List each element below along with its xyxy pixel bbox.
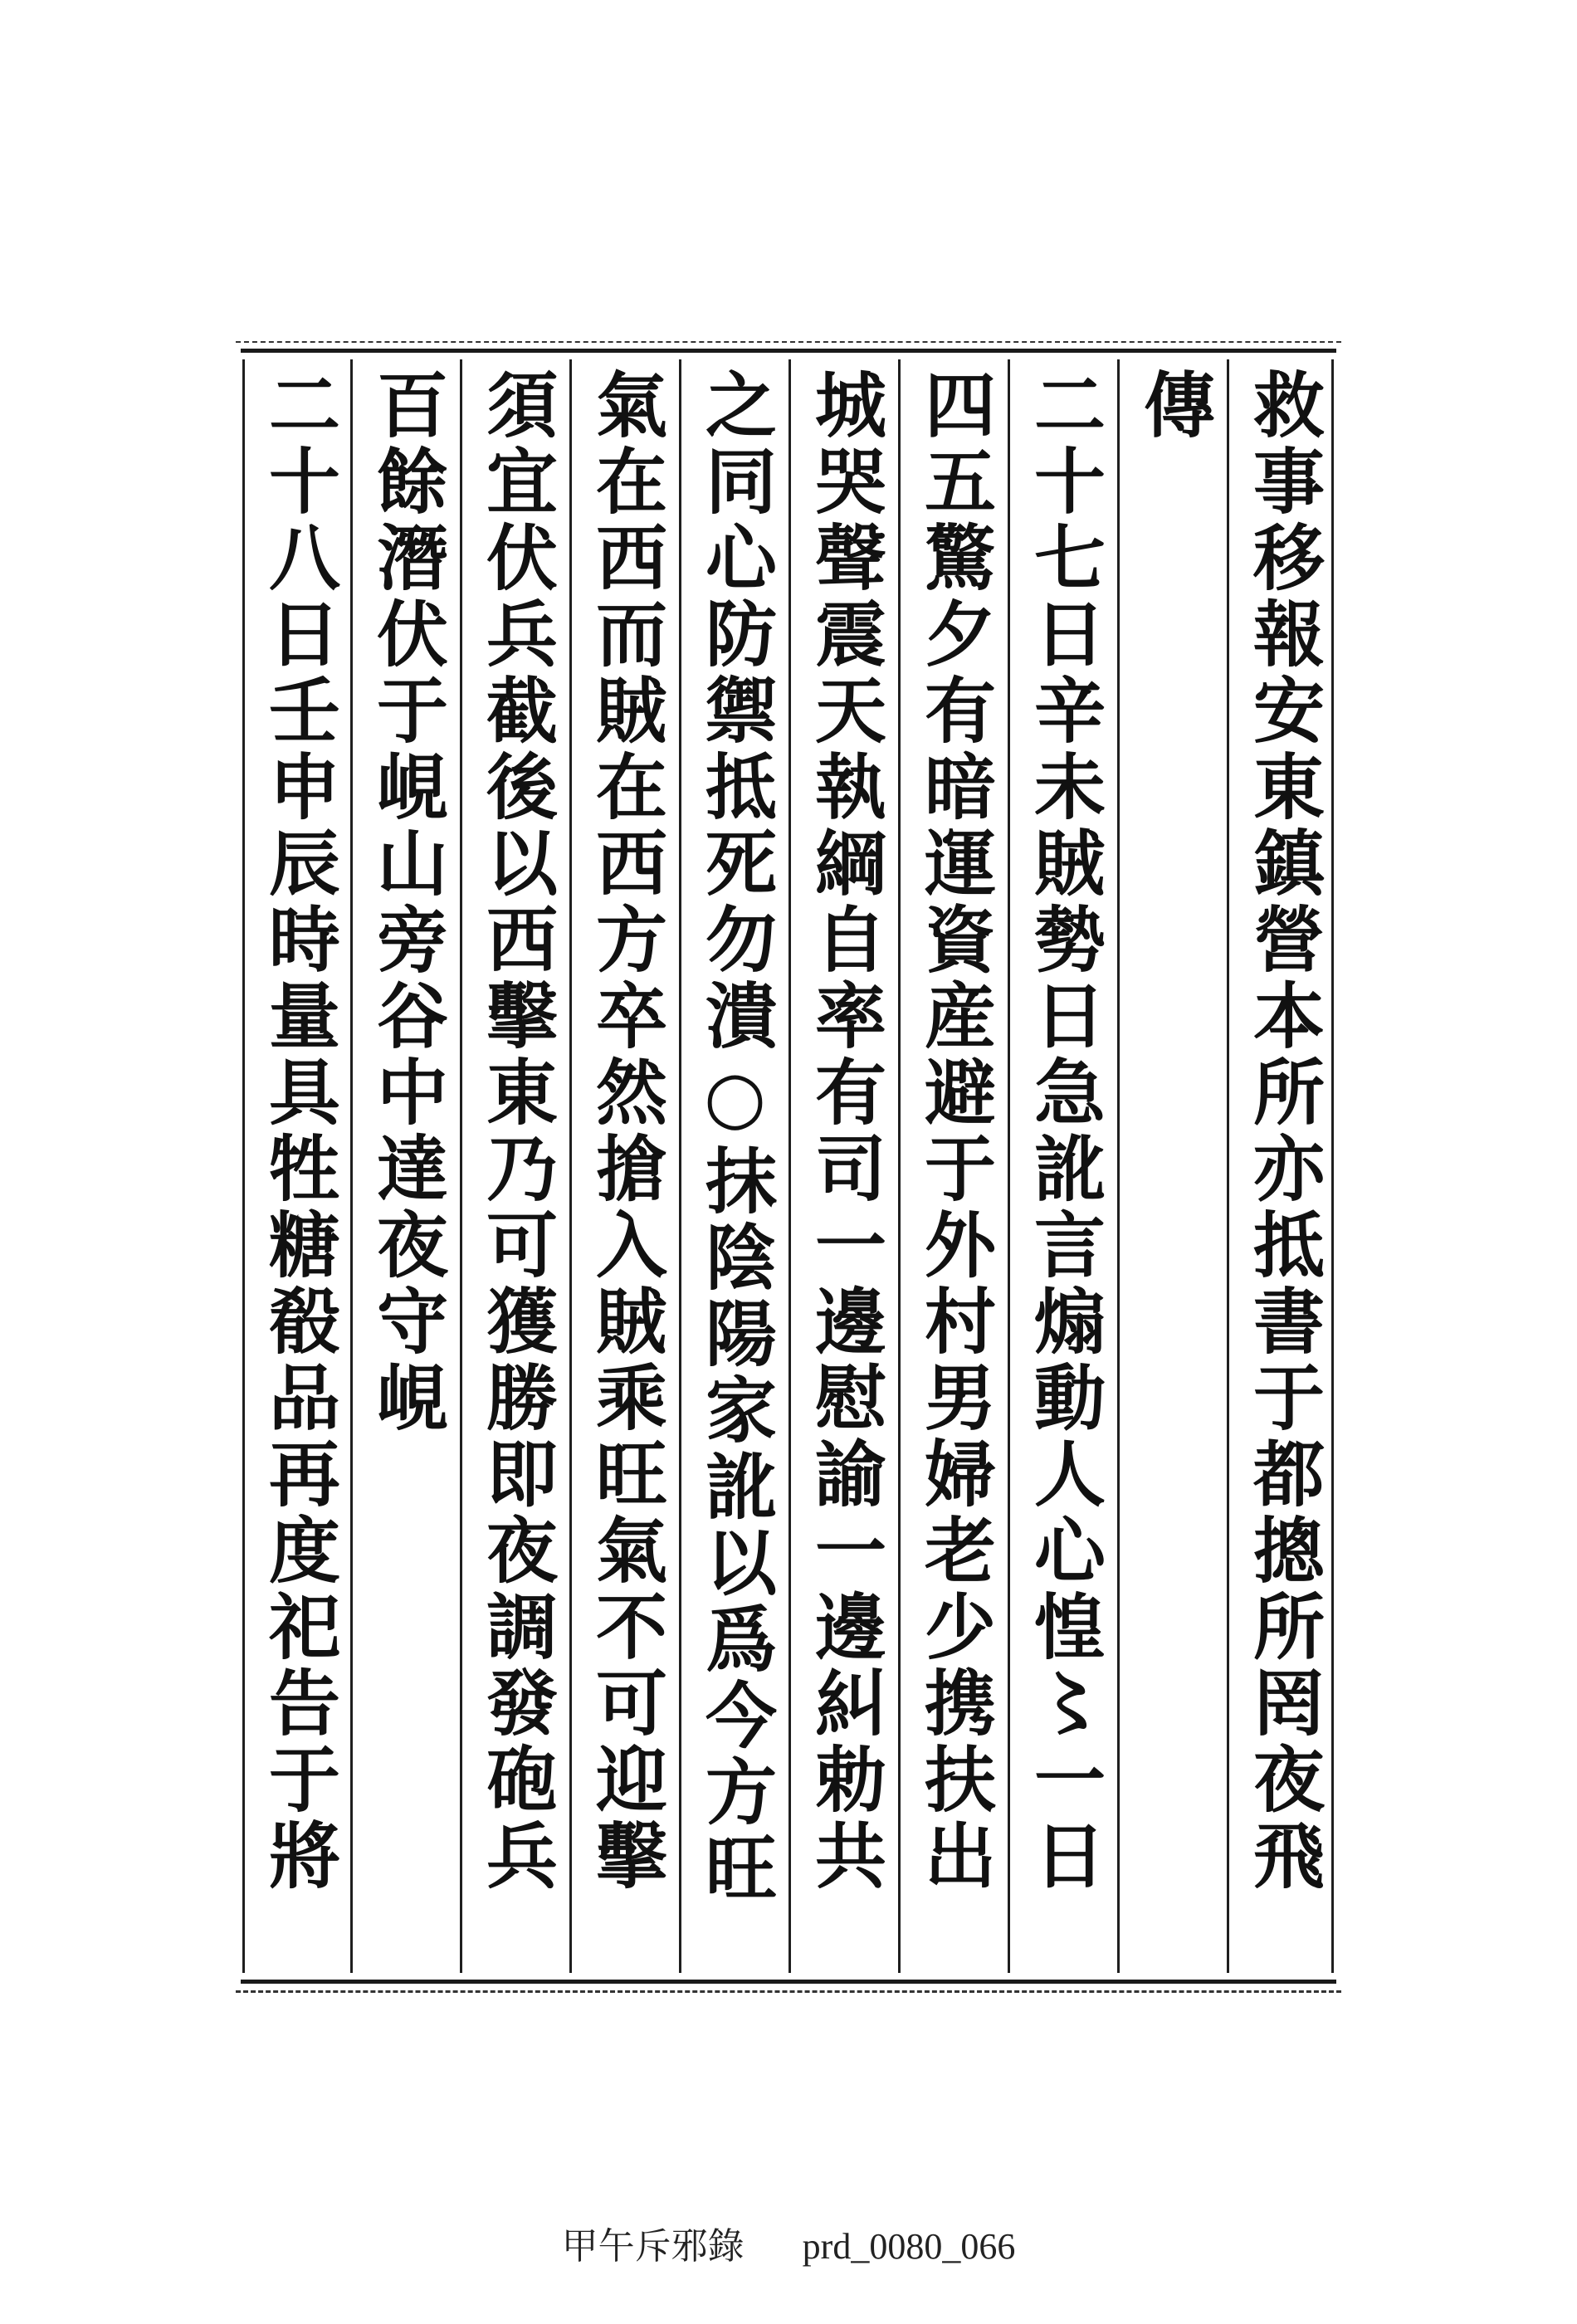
text-column-7: 氣在西而賊在西方卒然搶入賊乘旺氣不可迎擊: [583, 368, 667, 1895]
column-divider: [569, 359, 572, 1973]
text-column-6: 之同心防禦抵死勿潰○抹陰陽家訛以爲今方旺: [693, 368, 777, 1907]
column-divider: [1008, 359, 1010, 1973]
text-block-frame: [241, 349, 1336, 1984]
column-divider: [1117, 359, 1120, 1973]
text-column-4: 四五驚夕有暗運資産避于外村男婦老少携扶出: [912, 368, 996, 1895]
text-column-8: 須宜伏兵截後以西擊東乃可獲勝即夜調發砲兵: [474, 368, 558, 1895]
frame-right-edge: [1331, 359, 1334, 1973]
footer-page-code: prd_0080_066: [802, 2226, 1016, 2267]
column-divider: [898, 359, 901, 1973]
frame-left-edge: [242, 359, 245, 1973]
page-footer: [0, 2216, 1577, 2269]
footer-title: 甲午斥邪錄: [561, 2225, 745, 2268]
text-column-5: 城哭聲震天執綱自率有司一邊慰諭一邊糾勅共: [803, 368, 886, 1895]
text-column-10: 二十八日壬申辰時量具牲糖殽品再度祀告于將: [256, 368, 340, 1895]
column-divider: [1227, 359, 1229, 1973]
column-divider: [460, 359, 462, 1973]
column-divider: [350, 359, 353, 1973]
column-divider: [788, 359, 791, 1973]
text-column-1: 救事移報安東鎮營本所亦抵書于都摠所罔夜飛: [1241, 368, 1325, 1895]
text-column-9: 百餘潛伏于峴山旁谷中達夜守峴: [364, 368, 448, 1437]
text-column-2: 傳: [1131, 368, 1215, 444]
column-divider: [679, 359, 681, 1973]
text-column-3: 二十七日辛未賊勢日急訛言煽動人心惶〻一日: [1022, 368, 1106, 1895]
